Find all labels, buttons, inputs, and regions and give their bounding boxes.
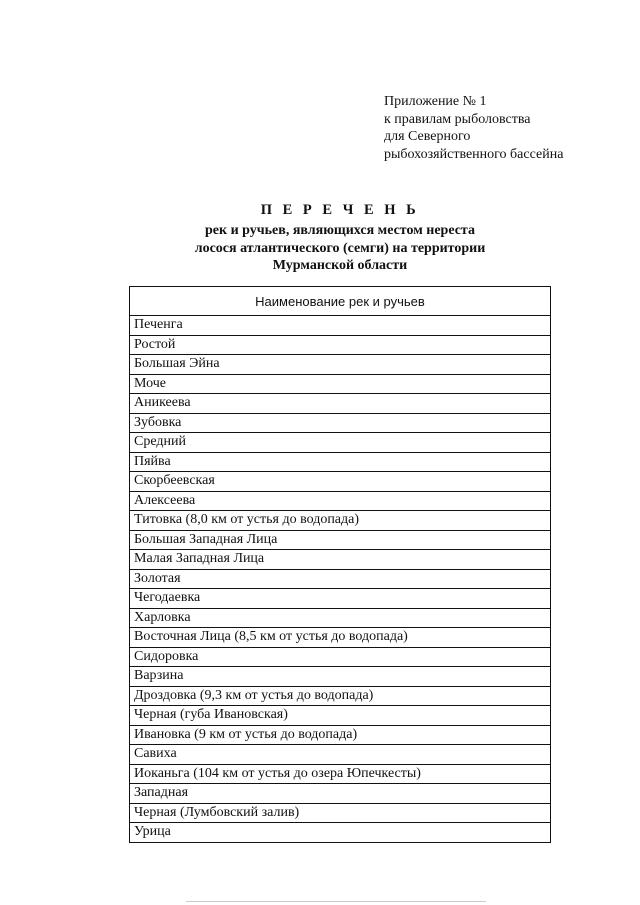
table-row — [130, 628, 551, 648]
appendix-line: для Северного — [384, 129, 471, 144]
table-row — [130, 686, 551, 706]
river-name-cell: Савиха — [130, 745, 551, 765]
table-row — [130, 550, 551, 570]
heading-line: Мурманской области — [272, 258, 408, 273]
river-name-cell: Ивановка (9 км от устья до водопада) — [130, 725, 551, 745]
river-name-cell: Западная — [130, 784, 551, 804]
river-name-cell: Скорбеевская — [130, 472, 551, 492]
river-name-cell: Средний — [130, 433, 551, 453]
table-row — [130, 413, 551, 433]
table-row — [130, 784, 551, 804]
river-name-cell: Аникеева — [130, 394, 551, 414]
river-name-cell: Алексеева — [130, 491, 551, 511]
heading-line: лосося атлантического (семги) на территории — [194, 240, 486, 256]
appendix-line: Приложение № 1 — [384, 94, 487, 109]
table-row — [130, 374, 551, 394]
table-row — [130, 745, 551, 765]
river-name-cell: Ростой — [130, 335, 551, 355]
river-name-cell: Харловка — [130, 608, 551, 628]
table-row — [130, 667, 551, 687]
table-row — [130, 706, 551, 726]
river-name-cell: Малая Западная Лица — [130, 550, 551, 570]
river-name-cell: Черная (губа Ивановская) — [130, 706, 551, 726]
table-row — [130, 530, 551, 550]
table-row — [130, 355, 551, 375]
document-title: П Е Р Е Ч Е Н Ь — [260, 202, 420, 218]
table-row — [130, 589, 551, 609]
river-name-cell: Дроздовка (9,3 км от устья до водопада) — [130, 686, 551, 706]
river-name-cell: Пяйва — [130, 452, 551, 472]
heading-line: рек и ручьев, являющихся местом нереста — [205, 223, 475, 238]
river-name-cell: Печенга — [130, 316, 551, 336]
appendix-line: к правилам рыболовства — [384, 111, 531, 127]
table-row — [130, 823, 551, 843]
table-row — [130, 491, 551, 511]
table-row — [130, 433, 551, 453]
table-row — [130, 316, 551, 336]
table-row — [130, 472, 551, 492]
table-row — [130, 725, 551, 745]
river-name-cell: Большая Западная Лица — [130, 530, 551, 550]
river-name-cell: Моче — [130, 374, 551, 394]
river-name-cell: Чегодаевка — [130, 589, 551, 609]
appendix-line: рыбохозяйственного бассейна — [384, 146, 564, 162]
table-row — [130, 511, 551, 531]
table-header-row — [130, 287, 551, 316]
table-row — [130, 764, 551, 784]
table-row — [130, 569, 551, 589]
river-name-cell: Большая Эйна — [130, 355, 551, 375]
table-row — [130, 452, 551, 472]
river-name-cell: Зубовка — [130, 413, 551, 433]
document-heading — [100, 200, 580, 275]
table-row — [130, 647, 551, 667]
table-row — [130, 394, 551, 414]
column-header: Наименование рек и ручьев — [130, 287, 551, 316]
river-name-cell: Урица — [130, 823, 551, 843]
rivers-table — [129, 286, 551, 843]
river-name-cell: Иоканьга (104 км от устья до озера Юпечкесты) — [130, 764, 551, 784]
river-name-cell: Титовка (8,0 км от устья до водопада) — [130, 511, 551, 531]
river-name-cell: Варзина — [130, 667, 551, 687]
river-name-cell: Восточная Лица (8,5 км от устья до водопада) — [130, 628, 551, 648]
bottom-divider — [186, 901, 486, 902]
river-name-cell: Черная (Лумбовский залив) — [130, 803, 551, 823]
table-row — [130, 608, 551, 628]
table-row — [130, 803, 551, 823]
river-name-cell: Сидоровка — [130, 647, 551, 667]
table-row — [130, 335, 551, 355]
appendix-note — [384, 93, 624, 163]
river-name-cell: Золотая — [130, 569, 551, 589]
